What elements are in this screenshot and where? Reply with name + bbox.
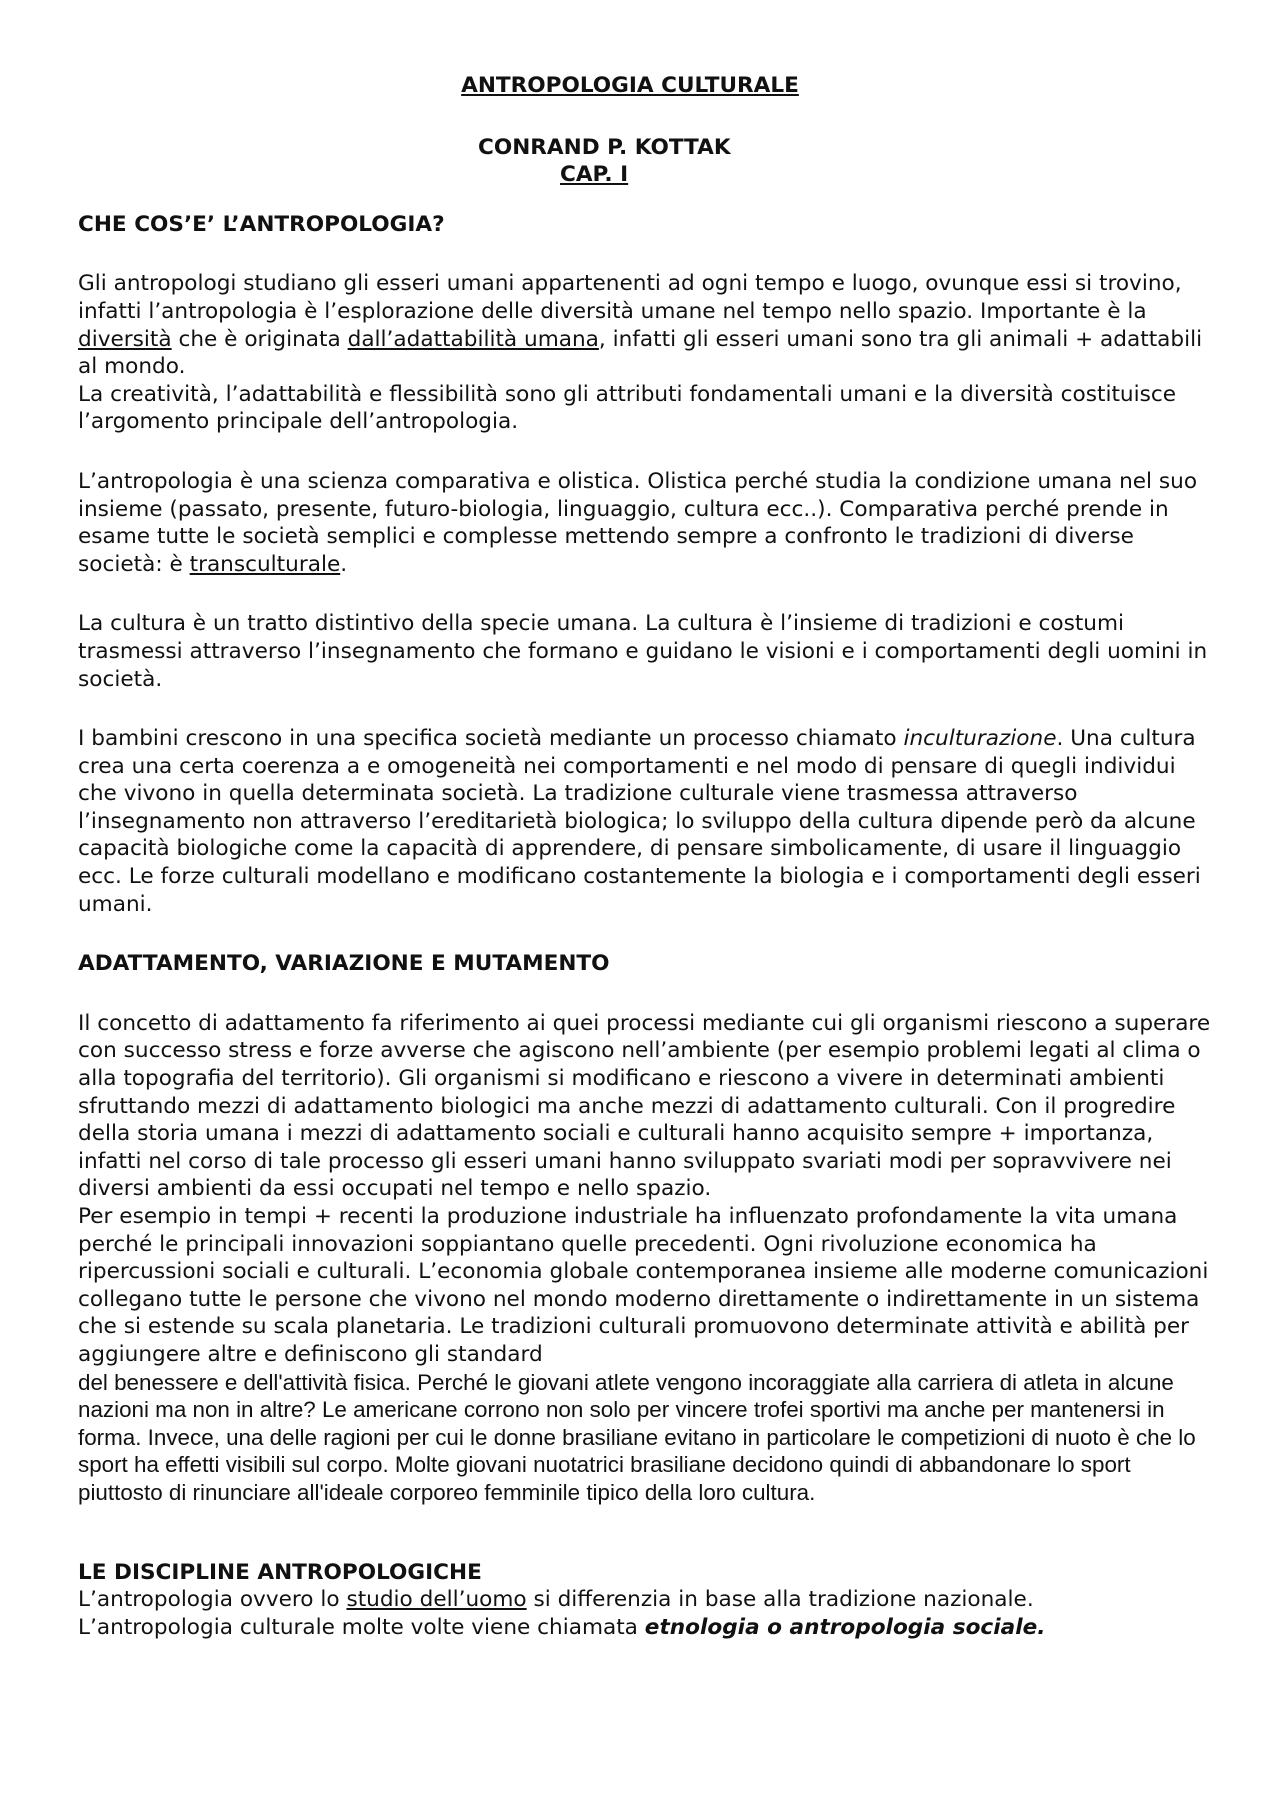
italic-text: inculturazione [903, 726, 1057, 752]
text-run: . [340, 551, 348, 577]
paragraph [78, 1614, 1218, 1642]
text-run: L’antropologia è una scienza comparativa e olistica. Olistica perché studia la condizione umana nel suo insieme (passato, presente, futuro-biologia, linguaggio, cultura ecc..). Comparativa perché prende in esame tutte le società semplici e complesse mettendo sempre a confronto le tradizioni di diverse società: è [78, 468, 1198, 577]
paragraph: La cultura è un tratto distintivo della specie umana. La cultura è l’insieme di tradizioni e costumi trasmessi attraverso l’insegnamento che formano e guidano le visioni e i comportamenti degli uomini in società. [78, 611, 1208, 692]
document-title: ANTROPOLOGIA CULTURALE [461, 73, 799, 98]
author-name: CONRAND P. KOTTAK [478, 134, 731, 160]
paragraph: del benessere e dell'attività fisica. Perché le giovani atlete vengono incoraggiate alla carriera di atleta in alcune nazioni ma non in altre? Le americane corrono non solo per vincere trofei sportivi ma anche per mantenersi in forma. Invece, una delle ragioni per cui le donne brasiliane evitano in particolare le competizioni di nuoto è che lo sport ha effetti visibili sul corpo. Molte giovani nuotatrici brasiliane decidono quindi di abbandonare lo sport piuttosto di rinunciare all'ideale corporeo femminile tipico della loro cultura. [78, 1369, 1196, 1505]
text-run: , infatti gli esseri umani sono tra gli animali + adattabili al mondo. [78, 326, 1203, 380]
text-run: si differenzia in base alla tradizione nazionale. [526, 1587, 1034, 1613]
underlined-text: studio dell’uomo [346, 1587, 527, 1613]
text-run: . [1037, 1614, 1046, 1640]
section-heading-disciplines: LE DISCIPLINE ANTROPOLOGICHE [78, 1559, 482, 1585]
bold-italic-text: etnologia o antropologia sociale [644, 1614, 1038, 1640]
paragraph [78, 1586, 1218, 1614]
paragraph [78, 270, 1218, 380]
section-heading-adaptation: ADATTAMENTO, VARIAZIONE E MUTAMENTO [78, 951, 610, 977]
document-page [78, 72, 1218, 1641]
paragraph: Per esempio in tempi + recenti la produzione industriale ha influenzato profondamente la vita umana perché le principali innovazioni soppiantano quelle precedenti. Ogni rivoluzione economica ha ripercussioni sociali e culturali. L’economia globale contemporanea insieme alle moderne comunicazioni collegano tutte le persone che vivono nel mondo moderno direttamente o indirettamente in un sistema che si estende su scala planetaria. Le tradizioni culturali promuovono determinate attività e abilità per aggiungere altre e definiscono gli standard [78, 1204, 1209, 1367]
chapter-label: CAP. I [560, 162, 629, 188]
text-run: L’antropologia culturale molte volte viene chiamata [78, 1614, 645, 1640]
paragraph [78, 725, 1218, 918]
underlined-text: diversità [78, 326, 172, 352]
paragraph: Il concetto di adattamento fa riferimento ai quei processi mediante cui gli organismi riescono a superare con successo stress e forze avverse che agiscono nell’ambiente (per esempio problemi legati al clima o alla topografia del territorio). Gli organismi si modificano e riescono a vivere in determinati ambienti sfruttando mezzi di adattamento biologici ma anche mezzi di adattamento culturali. Con il progredire della storia umana i mezzi di adattamento sociali e culturali hanno acquisito sempre + importanza, infatti nel corso di tale processo gli esseri umani hanno sviluppato svariati modi per sopravvivere nei diversi ambienti da essi occupati nel tempo e nello spazio. [78, 1010, 1211, 1202]
text-run: I bambini crescono in una specifica società mediante un processo chiamato [78, 726, 904, 752]
text-run: che è originata [171, 326, 348, 352]
section-heading-what-is-anthropology: CHE COS’E’ L’ANTROPOLOGIA? [78, 211, 445, 237]
text-run: . Una cultura crea una certa coerenza a e omogeneità nei comportamenti e nel modo di pensare di quegli individui che vivono in quella determinata società. La tradizione culturale viene trasmessa attraverso l’insegnamento non attraverso l’ereditarietà biologica; lo sviluppo della cultura dipende però da alcune capacità biologiche come la capacità di apprendere, di pensare simbolicamente, di usare il linguaggio ecc. Le forze culturali modellano e modificano costantemente la biologia e i comportamenti degli esseri umani. [78, 726, 1201, 917]
underlined-text: transculturale [189, 551, 341, 577]
underlined-text: dall’adattabilità umana [347, 326, 599, 352]
paragraph [78, 468, 1218, 578]
text-run: Gli antropologi studiano gli esseri umani appartenenti ad ogni tempo e luogo, ovunque essi si trovino, infatti l’antropologia è l’esplorazione delle diversità umane nel tempo nello spazio. Importante è la [78, 271, 1182, 324]
text-run: L’antropologia ovvero lo [78, 1587, 347, 1613]
paragraph: La creatività, l’adattabilità e flessibilità sono gli attributi fondamentali umani e la diversità costituisce l’argomento principale dell’antropologia. [78, 381, 1177, 435]
